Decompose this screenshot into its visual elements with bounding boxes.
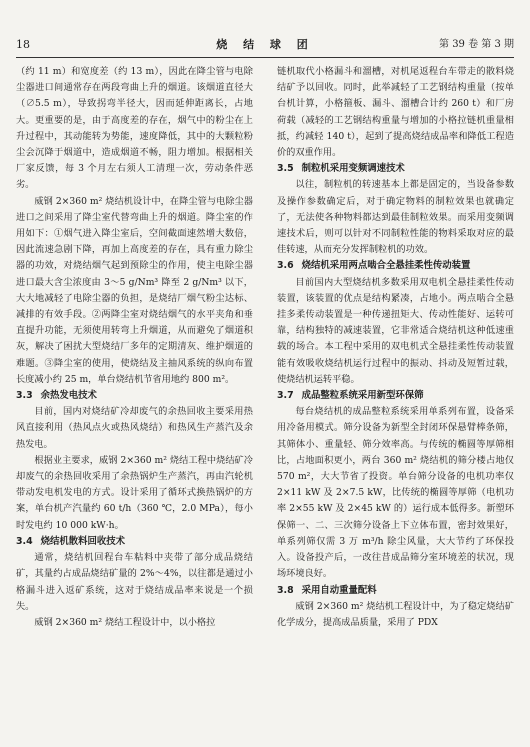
section-title: 成品整粒系统采用新型环保筛 xyxy=(301,390,424,402)
header-rule xyxy=(16,57,514,58)
left-column xyxy=(16,64,253,631)
body-paragraph: 根据业主要求，威钢 2×360 m² 烧结工程中烧结矿冷却废气的余热回收采用了余热锅炉生产蒸汽，再由汽轮机带动发电机发电的方式。设计采用了循环式换热锅炉的方案，单台机产汽量约 60 t/h（360 ℃，2.0 MPa），每小时发电约 10 000 kW·h。 xyxy=(16,454,253,531)
body-paragraph: 以往，制粒机的转速基本上都是固定的，当设备参数及操作参数确定后，对于确定物料的制粒效果也就确定了，无法使各种物料都达到最佳制粒效果。而采用变频调速技术后，则可以针对不同制粒性能的物料采取对应的最佳转速，从而充分发挥制粒机的功效。 xyxy=(277,179,514,256)
section-number: 3.6 xyxy=(277,260,294,272)
body-paragraph: 威钢 2×360 m² 烧结机工程设计中，为了稳定烧结矿化学成分，提高成品质量，采用了 PDX xyxy=(277,600,514,628)
body-paragraph: 每台烧结机的成品整粒系统采用单系列布置，设备采用冷备用模式。筛分设备为新型全封闭环保悬臂棒条筛，其筛体小、重量轻、筛分效率高。与传统的椭圆等厚筛相比，占地面积更小，两台 360 m² 烧结机的筛分楼占地仅 570 m²，大大节省了投资。单台筛分设备的电机功率仅 2×11 kW 及 2×7.5 kW，比传统的椭圆等厚筛（电机功率 2×55 kW 及 2×45 kW 的）运行成本低得多。新塑环保筛一、二、三次筛分设备上下立体布置，密封效果好，单系列筛仅需 3 万 m³/h 除尘风量，大大节约了环保投入。设备投产后，一改往昔成品筛分室环境差的状况，现场环境良好。 xyxy=(277,406,514,580)
section-number: 3.3 xyxy=(16,390,33,402)
section-heading xyxy=(277,258,514,274)
section-title: 余热发电技术 xyxy=(40,390,97,402)
body-paragraph: 通常，烧结机回程台车粘料中夹带了部分成品烧结矿，其量约占成品烧结矿量的 2%～4%，以往都是通过小格漏斗进入返矿系统，这对于烧结成品率来说是一个损失。 xyxy=(16,552,253,612)
section-heading xyxy=(277,161,514,177)
section-title: 烧结机采用两点啮合全悬挂柔性传动装置 xyxy=(301,260,471,272)
volume-issue: 第 39 卷 第 3 期 xyxy=(439,39,514,50)
section-number: 3.5 xyxy=(277,163,294,175)
right-column xyxy=(277,64,514,631)
section-title: 制粒机采用变频调速技术 xyxy=(301,163,405,175)
section-number: 3.7 xyxy=(277,390,294,402)
page-number: 18 xyxy=(16,38,30,51)
body-paragraph: 威钢 2×360 m² 烧结机设计中，在降尘管与电除尘器进口之间采用了降尘室代替弯曲上升的烟道。降尘室的作用如下：①烟气进入降尘室后，空间截面速然增大数倍，因此流速急剧下降，再加上高度差的存在，具有重力除尘器的功效，对烧结烟气起到预除尘的作用，使主电除尘器进口最大含尘浓度由 3～5 g/Nm³ 降至 2 g/Nm³ 以下，大大地减轻了电除尘器的负担，是烧结厂烟气粉尘达标、减排的有效手段。②两降尘室对烧结烟气的水平夹角和垂直提升功能，无须使用转弯上升烟道，从而避免了烟道积灰，解决了困扰大型烧结厂多年的定期清灰、维护烟道的难题。③降尘室的使用，使烧结及主抽风系统的纵向布置长度减小约 25 m，单台烧结机节省用地约 800 m²。 xyxy=(16,195,253,385)
body-paragraph: 威钢 2×360 m² 烧结工程设计中，以小格拉 xyxy=(34,616,216,628)
section-number: 3.8 xyxy=(277,584,294,596)
page-header xyxy=(16,36,514,54)
section-heading xyxy=(277,583,514,599)
section-number: 3.4 xyxy=(16,535,33,547)
body-paragraph: 链机取代小格漏斗和溜槽，对机尾返程台车带走的散料烧结矿予以回收。同时，此举减轻了工艺钢结构重量（按单台机计算，小格箍板、漏斗、溜槽合计约 260 t）和厂房荷载（减轻的工艺钢结构重量与增加的小格拉链机重量相抵，约减轻 140 t），起到了提高烧结成品率和降低工程造价的双重作用。 xyxy=(277,66,514,159)
section-heading xyxy=(16,388,253,404)
journal-title: 烧 结 球 团 xyxy=(216,38,314,51)
body-paragraph: （约 11 m）和宽度差（约 13 m），因此在降尘管与电除尘器进口间通常存在两段弯曲上升的烟道。该烟道直径大（∅5.5 m），导致拐弯半径大，因而延伸距离长，占地大。更重要的是，由于高度差的存在，烟气中的粉尘在上升过程中，其动能转为势能，速度降低，其中的大颗粒粉尘会沉降于烟道中，造成烟道不畅，阻力增加。根据相关厂家反馈，每 3 个月左右须人工清理一次，劳动条件恶劣。 xyxy=(16,66,253,191)
body-paragraph: 目前，国内对烧结矿冷却废气的余热回收主要采用热风直接利用（热风点火或热风烧结）和热风生产蒸汽及余热发电。 xyxy=(16,406,253,450)
section-heading xyxy=(277,388,514,404)
body-paragraph: 目前国内大型烧结机多数采用双电机全悬挂柔性传动装置，该装置的优点是结构紧凑，占地小。两点啮合全悬挂多柔传动装置是一种传递扭矩大、传动性能好、运转可靠，结构独特的减速装置，它非常适合烧结机这种低速重载的场合。本工程中采用的双电机式全悬挂柔性传动装置能有效吸收烧结机运行过程中的振动、抖动及短暂过载，使烧结机运转平稳。 xyxy=(277,276,514,385)
section-heading xyxy=(16,534,253,550)
section-title: 采用自动重量配料 xyxy=(301,584,377,596)
section-title: 烧结机散料回收技术 xyxy=(40,535,125,547)
